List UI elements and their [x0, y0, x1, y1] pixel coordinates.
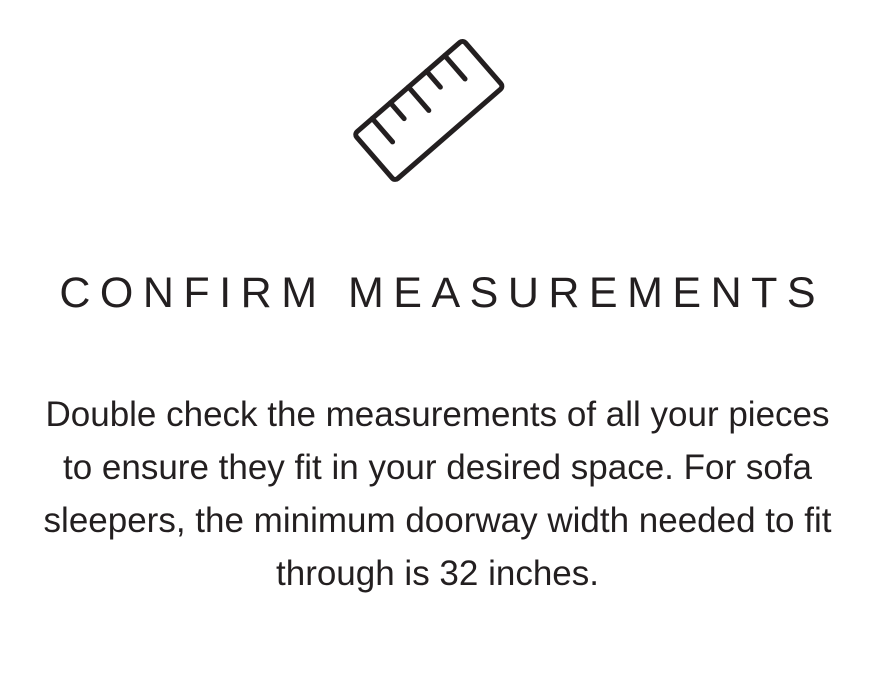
page-title: CONFIRM MEASUREMENTS [59, 269, 826, 317]
ruler-icon [308, 26, 568, 216]
description-text: Double check the measurements of all your pieces to ensure they fit in your desired space. For sofa sleepers, the minimum doorway width needed to fit through is 32 inches. [43, 394, 832, 594]
